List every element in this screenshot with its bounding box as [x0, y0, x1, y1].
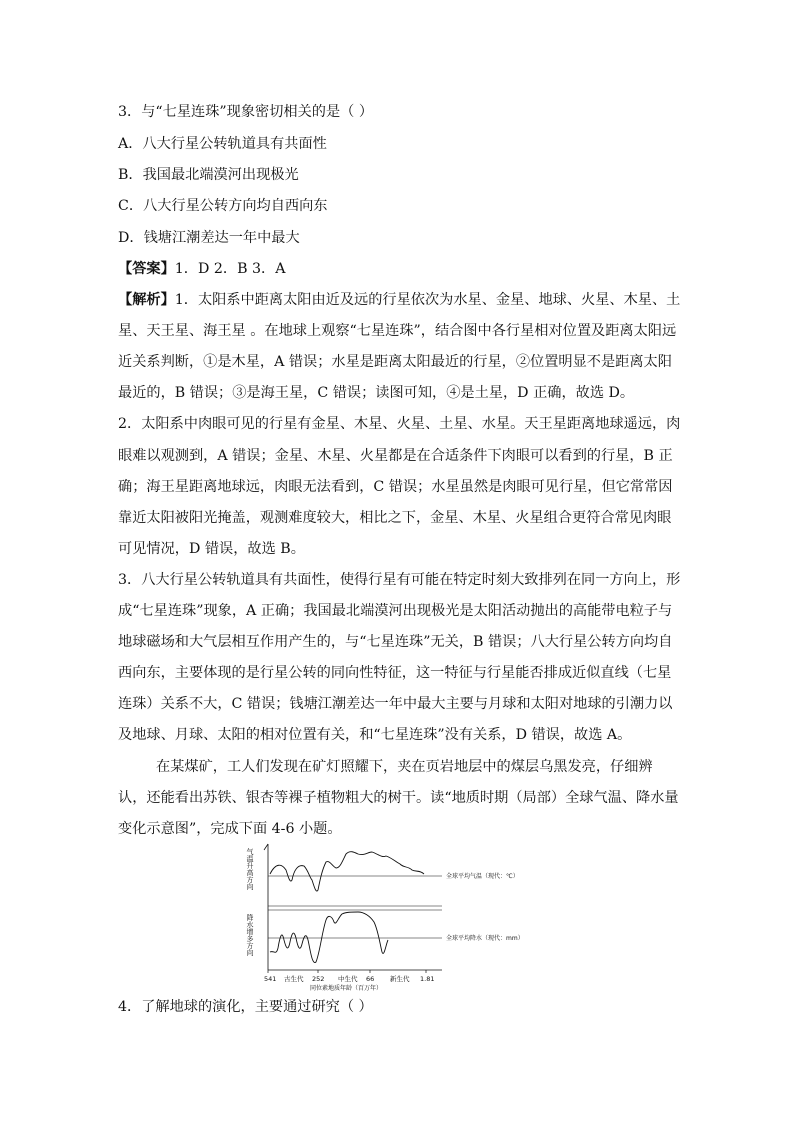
temp-reference-label: 全球平均气温（现代：℃） [446, 873, 519, 880]
y-axis-arrow [264, 844, 268, 850]
temperature-curve [270, 852, 424, 891]
era-label-paleozoic: 古生代 [284, 975, 304, 983]
x-axis-title: 同位素地质年龄（百万年） [310, 985, 383, 992]
question-3-option-d: D．钱塘江潮差达一年中最大 [118, 230, 300, 246]
precipitation-curve [270, 912, 388, 963]
era-label-cenozoic: 新生代 [390, 975, 410, 983]
era-label-mesozoic: 中生代 [338, 975, 358, 983]
passage-line-1: 在某煤矿，工人们发现在矿灯照耀下，夹在页岩地层中的煤层乌黑发亮，仔细辨 [156, 759, 653, 775]
tick-label-252: 252 [312, 975, 325, 983]
analysis-line-15: 及地球、月球、太阳的相对位置有关，和“七星连珠”没有关系，D 错误，故选 A。 [118, 727, 632, 743]
analysis-line-9: 可见情况，D 错误，故选 B。 [118, 541, 305, 557]
analysis-line-5: 2．太阳系中肉眼可见的行星有金星、木星、火星、土星、水星。天王星距离地球遥远，肉 [118, 416, 681, 432]
analysis-line-8: 靠近太阳被阳光掩盖，观测难度较大，相比之下，金星、木星、火星组合更符合常见肉眼 [118, 510, 672, 526]
question-3-option-c: C．八大行星公转方向均自西向东 [118, 198, 328, 214]
temp-axis-label: 气温升高方向 [246, 848, 254, 890]
precip-axis-label: 降水增多方向 [246, 914, 254, 956]
answer-text: 1．D 2．B 3．A [174, 261, 286, 277]
analysis-label: 【解析】 [118, 292, 175, 308]
question-3-option-a: A．八大行星公转轨道具有共面性 [118, 136, 327, 152]
analysis-line-11: 成“七星连珠”现象，A 正确；我国最北端漠河出现极光是太阳活动抛出的高能带电粒子与 [118, 603, 673, 619]
tick-label-181: 1.81 [420, 975, 435, 983]
passage-line-3: 变化示意图”，完成下面 4-6 小题。 [118, 821, 342, 837]
precip-reference-label: 全球平均降水（现代：mm） [446, 935, 524, 942]
analysis-line-2: 星、天王星、海王星 。在地球上观察“七星连珠”，结合图中各行星相对位置及距离太阳远 [118, 323, 677, 339]
analysis-line-13: 西向东，主要体现的是行星公转的同向性特征，这一特征与行星能否排成近似直线（七星 [118, 665, 672, 681]
analysis-line-6: 眼难以观测到，A 错误；金星、木星、火星都是在合适条件下肉眼可以看到的行星，B 正 [118, 448, 673, 464]
analysis-line-12: 地球磁场和大气层相互作用产生的，与“七星连珠”无关，B 错误；八大行星公转方向均自 [118, 634, 673, 650]
analysis-line-3: 近关系判断，①是木星，A 错误；水星是距离太阳最近的行星，②位置明显不是距离太阳 [118, 354, 672, 370]
passage-line-2: 认，还能看出苏铁、银杏等裸子植物粗大的树干。读“地质时期（局部）全球气温、降水量 [118, 790, 679, 806]
analysis-line-7: 确；海王星距离地球远，肉眼无法看到，C 错误；水星虽然是肉眼可见行星，但它常常因 [118, 479, 673, 495]
tick-label-541: 541 [264, 975, 277, 983]
answer-row [118, 259, 285, 279]
analysis-line-14: 连珠）关系不大，C 错误；钱塘江潮差达一年中最大主要与月球和太阳对地球的引潮力以 [118, 696, 673, 712]
analysis-line-10: 3．八大行星公转轨道具有共面性，使得行星有可能在特定时刻大致排列在同一方向上，形 [118, 572, 681, 588]
answer-label: 【答案】 [118, 261, 175, 277]
analysis-text: 1．太阳系中距离太阳由近及远的行星依次为水星、金星、地球、火星、木星、土 [174, 292, 681, 308]
tick-label-66: 66 [366, 975, 375, 983]
analysis-line-1 [118, 290, 680, 310]
question-3-option-b: B．我国最北端漠河出现极光 [118, 167, 299, 183]
analysis-line-4: 最近的，B 错误；③是海王星，C 错误；读图可知，④是土星，D 正确，故选 D。 [118, 385, 635, 401]
question-3-stem: 3．与“七星连珠”现象密切相关的是（ ） [118, 104, 374, 120]
climate-figure [246, 840, 524, 992]
question-4-stem: 4．了解地球的演化，主要通过研究（ ） [118, 999, 373, 1015]
